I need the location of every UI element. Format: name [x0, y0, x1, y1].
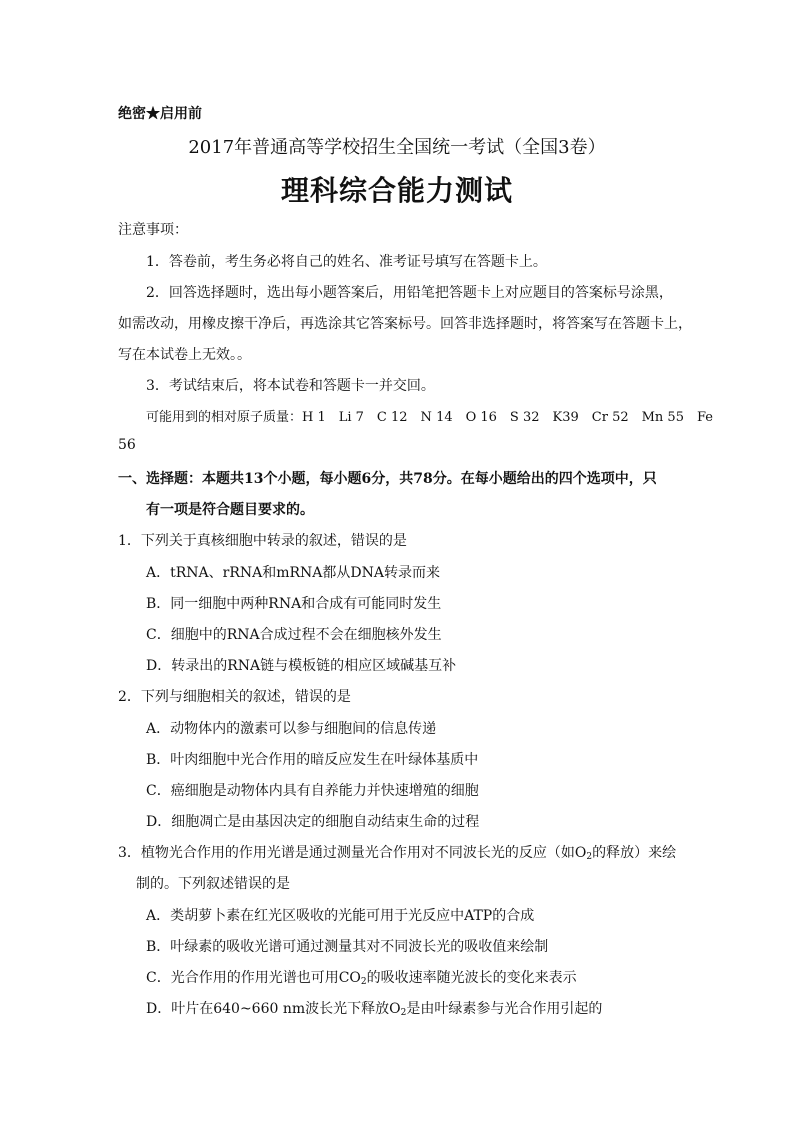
subscript: 2 [586, 852, 593, 862]
question-1-option-c: C．细胞中的RNA合成过程不会在细胞核外发生 [146, 627, 442, 643]
notice-item-2-end: 写在本试卷上无效。。 [118, 347, 251, 363]
question-3-stem-text: 3．植物光合作用的作用光谱是通过测量光合作用对不同波长光的反应（如O [118, 845, 587, 861]
question-2-stem: 2．下列与细胞相关的叙述，错误的是 [118, 689, 351, 705]
question-1-option-a: A．tRNA、rRNA和mRNA都从DNA转录而来 [146, 565, 440, 581]
notice-item-1: 1．答卷前，考生务必将自己的姓名、准考证号填写在答题卡上。 [146, 254, 547, 270]
question-3-option-d [146, 998, 602, 1018]
question-2-option-c: C．癌细胞是动物体内具有自养能力并快速增殖的细胞 [146, 783, 479, 799]
question-3-option-d-text-end: 是由叶绿素参与光合作用引起的 [406, 1001, 603, 1017]
question-1-option-b: B．同一细胞中两种RNA和合成有可能同时发生 [146, 596, 442, 612]
notice-item-2: 2．回答选择题时，选出每小题答案后，用铅笔把答题卡上对应题目的答案标号涂黑， [146, 285, 673, 301]
section-heading: 一、选择题：本题共13个小题，每小题6分，共78分。在每小题给出的四个选项中，只 [118, 471, 657, 487]
notice-item-3: 3．考试结束后，将本试卷和答题卡一并交回。 [146, 378, 435, 394]
notice-heading: 注意事项： [118, 222, 188, 238]
exam-title: 2017年普通高等学校招生全国统一考试（全国3卷） [188, 137, 606, 158]
question-3-option-c-text-end: 的吸收速率随光波长的变化来表示 [366, 970, 577, 986]
atomic-mass-line: 可能用到的相对原子质量：H 1 Li 7 C 12 N 14 O 16 S 32 K39 Cr 52 Mn 55 Fe [146, 410, 713, 425]
question-3-option-c [146, 967, 577, 987]
main-title: 理科综合能力测试 [280, 174, 513, 207]
question-1-option-d: D．转录出的RNA链与模板链的相应区域碱基互补 [146, 658, 457, 674]
notice-item-2-cont: 如需改动，用橡皮擦干净后，再选涂其它答案标号。回答非选择题时，将答案写在答题卡上， [118, 316, 692, 332]
question-2-option-a: A．动物体内的激素可以参与细胞间的信息传递 [146, 721, 437, 737]
question-3-stem-text-end: 的释放）来绘 [592, 845, 677, 861]
subscript: 2 [400, 1008, 407, 1018]
atomic-mass-line-cont: 56 [118, 437, 136, 453]
subscript: 2 [360, 977, 367, 987]
question-2-option-b: B．叶肉细胞中光合作用的暗反应发生在叶绿体基质中 [146, 752, 479, 768]
question-3-stem [118, 842, 676, 862]
question-3-option-d-text: D．叶片在640~660 nm波长光下释放O [146, 1001, 401, 1017]
section-heading-cont: 有一项是符合题目要求的。 [146, 502, 314, 518]
question-3-option-c-text: C．光合作用的作用光谱也可用CO [146, 970, 361, 986]
question-3-option-b: B．叶绿素的吸收光谱可通过测量其对不同波长光的吸收值来绘制 [146, 939, 549, 955]
secret-label: 绝密★启用前 [118, 106, 202, 122]
question-1-stem: 1．下列关于真核细胞中转录的叙述，错误的是 [118, 533, 407, 549]
question-2-option-d: D．细胞凋亡是由基因决定的细胞自动结束生命的过程 [146, 814, 480, 830]
question-3-option-a: A．类胡萝卜素在红光区吸收的光能可用于光反应中ATP的合成 [146, 908, 535, 924]
question-3-stem-cont: 制的。下列叙述错误的是 [136, 876, 290, 892]
